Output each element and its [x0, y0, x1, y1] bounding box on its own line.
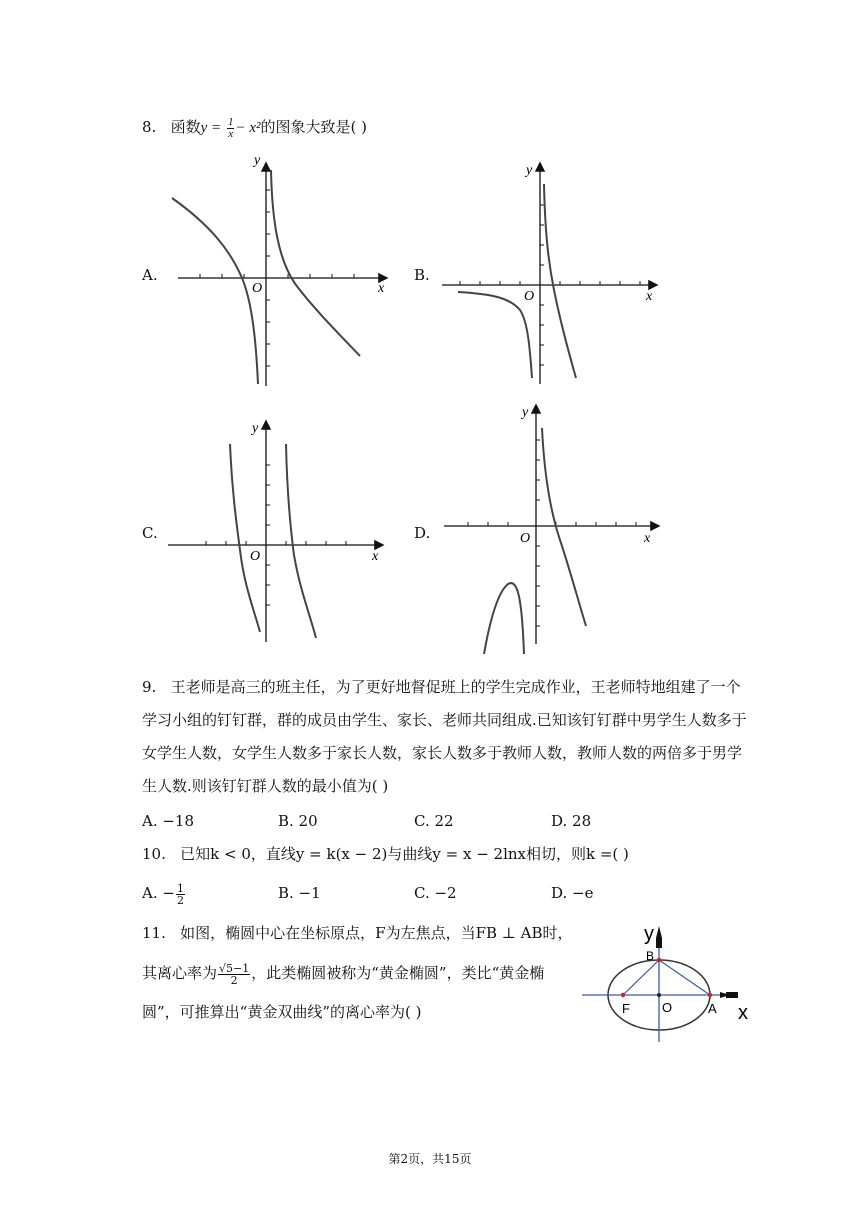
- curve-right: [271, 170, 360, 356]
- q9-line-2: 学习小组的钉钉群，群的成员由学生、家长、老师共同组成.已知该钉钉群中男学生人数多于: [142, 711, 747, 729]
- q11-line-2: [142, 962, 544, 986]
- q8-prefix: 函数: [170, 118, 201, 136]
- q8-option-c-label: C.: [142, 524, 158, 542]
- q11-text-1: 如图，椭圆中心在坐标原点，F为左焦点，当FB ⊥ AB时，: [180, 924, 573, 942]
- q9-option-b: B. 20: [278, 812, 318, 830]
- curve-left: [230, 444, 260, 632]
- origin-label: O: [252, 281, 263, 296]
- axis-y-label: y: [252, 421, 259, 436]
- curve-right: [286, 444, 316, 638]
- q8-fraction: [227, 117, 235, 140]
- q8-graph-c: [160, 410, 400, 650]
- fig-x-label: x: [738, 1002, 748, 1024]
- q9-line-4: 生人数.则该钉钉群人数的最小值为( ): [142, 777, 389, 795]
- curve-right: [542, 428, 586, 626]
- q8-frac-num: 1: [227, 115, 234, 128]
- curve-left: [458, 292, 532, 378]
- q10-option-d: D. −e: [551, 884, 594, 902]
- q11-line-3: 圆”，可推算出“黄金双曲线”的离心率为( ): [142, 1003, 422, 1021]
- axis-y-label: y: [522, 405, 529, 420]
- q10-stem: [142, 843, 629, 865]
- q11-number: 11.: [142, 924, 166, 942]
- q10-option-a-prefix: A. −: [142, 884, 175, 902]
- origin-label: O: [524, 289, 535, 304]
- q11-ellipse-figure: [578, 916, 756, 1044]
- q11-line2-prefix: 其离心率为: [142, 964, 218, 982]
- origin-label: O: [520, 531, 531, 546]
- q11-frac-num: √5−1: [219, 961, 250, 975]
- q8-number: 8.: [142, 118, 157, 136]
- q10-option-c: C. −2: [414, 884, 457, 902]
- q9-number: 9.: [142, 678, 157, 696]
- curve-left: [484, 583, 524, 654]
- q10-number: 10.: [142, 845, 166, 863]
- q9-line-1: [142, 676, 741, 698]
- y-axis-arrow-tail-icon: [656, 938, 662, 948]
- point-a: [708, 993, 712, 997]
- axis-y-label: y: [254, 153, 261, 168]
- q8-frac-den: x: [228, 127, 234, 140]
- q9-option-a: A. −18: [142, 812, 195, 830]
- axis-x-label: x: [644, 531, 651, 546]
- q11-eccentricity-fraction: [218, 963, 250, 986]
- q10-option-b: B. −1: [278, 884, 321, 902]
- q8-suffix: 的图象大致是( ): [260, 118, 367, 136]
- x-axis-arrow-tail-icon: [726, 992, 738, 998]
- segment-fb: [623, 960, 659, 995]
- q8-formula-y: y =: [200, 120, 222, 136]
- q8-graph-d: [438, 400, 668, 658]
- q10-option-a-den: 2: [176, 893, 184, 907]
- q8-graph-a: [160, 150, 400, 390]
- q9-option-d: D. 28: [551, 812, 592, 830]
- q8-option-a-label: A.: [142, 266, 158, 284]
- axis-x-label: x: [372, 549, 379, 564]
- q10-option-a-num: 1: [176, 881, 184, 895]
- q8-graph-b: [438, 150, 668, 390]
- q9-line-3: 女学生人数，女学生人数多于家长人数，家长人数多于教师人数，教师人数的两倍多于男学: [142, 744, 743, 762]
- point-f: [621, 993, 625, 997]
- q8-option-d-label: D.: [414, 524, 431, 542]
- fig-y-label: y: [644, 923, 654, 945]
- origin-label: O: [250, 549, 261, 564]
- y-axis-arrow-icon: [656, 926, 662, 938]
- axis-y-label: y: [526, 163, 533, 178]
- q11-frac-den: 2: [230, 973, 238, 987]
- q11-line-1: [142, 922, 573, 944]
- q9-option-c: C. 22: [414, 812, 454, 830]
- axis-x-label: x: [378, 281, 385, 296]
- q8-stem: [142, 116, 367, 140]
- point-o: [657, 993, 661, 997]
- q10-option-a: [142, 882, 186, 906]
- page-footer: 第2页，共15页: [388, 1152, 472, 1166]
- q10-text: 已知k < 0，直线y = k(x − 2)与曲线y = x − 2lnx相切，则k =( ): [180, 845, 629, 863]
- q8-option-b-label: B.: [414, 266, 430, 284]
- q10-option-a-fraction: [176, 883, 185, 906]
- curve-left: [172, 198, 258, 384]
- fig-b-label: B: [646, 949, 655, 963]
- q11-line2-suffix: ，此类椭圆被称为“黄金椭圆”，类比“黄金椭: [251, 964, 545, 982]
- q8-formula-rest: − x²: [235, 120, 261, 136]
- fig-f-label: F: [622, 1001, 630, 1016]
- fig-a-label: A: [708, 1001, 717, 1016]
- point-b: [657, 958, 661, 962]
- axis-x-label: x: [646, 289, 653, 304]
- fig-o-label: O: [662, 1000, 673, 1015]
- q9-text-1: 王老师是高三的班主任，为了更好地督促班上的学生完成作业，王老师特地组建了一个: [170, 678, 741, 696]
